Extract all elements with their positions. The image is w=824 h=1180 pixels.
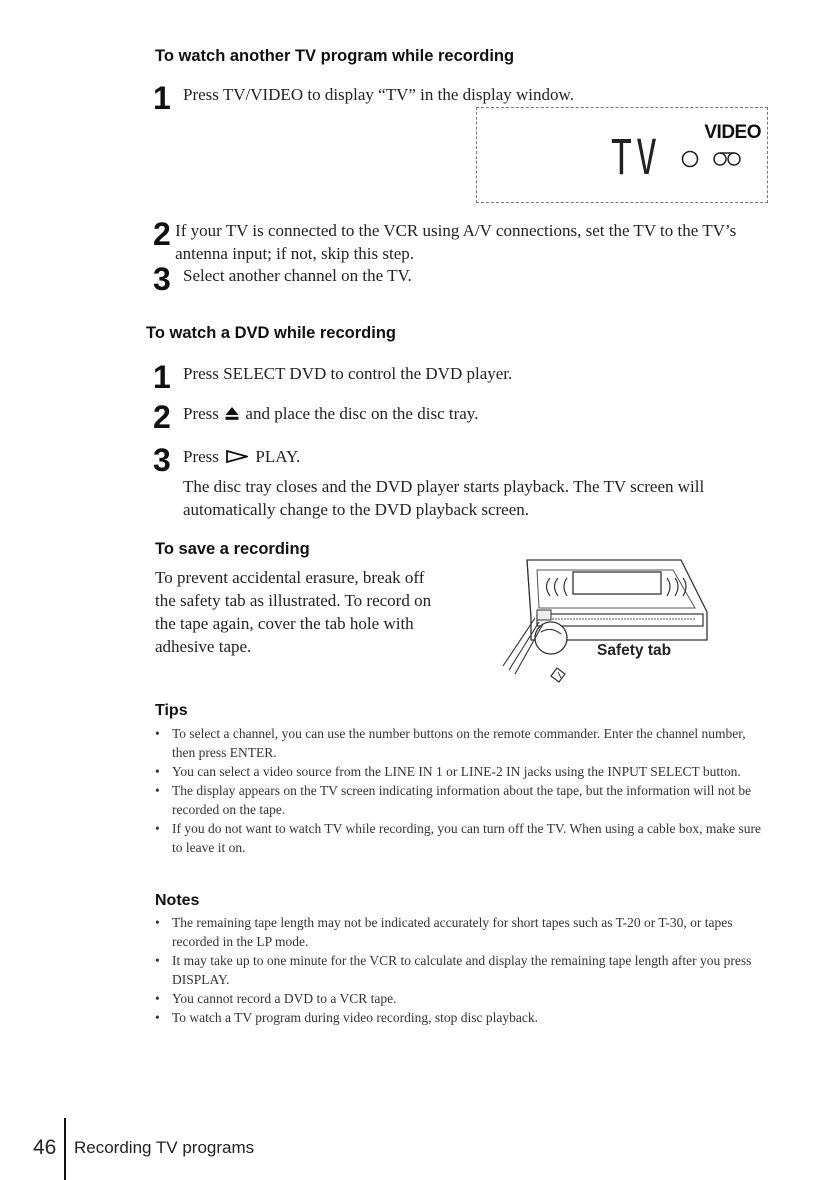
step-dvd-1: [153, 359, 768, 395]
list-item: • If you do not want to watch TV while recording, you can turn off the TV. When using a cable box, make sure to leave it on.: [155, 819, 767, 857]
step-number: 1: [153, 359, 171, 395]
eject-icon: [225, 407, 239, 420]
page-number: 46: [33, 1136, 57, 1159]
list-item: • You can select a video source from the LINE IN 1 or LINE-2 IN jacks using the INPUT SELECT button.: [155, 762, 767, 781]
heading-tips: Tips: [155, 702, 188, 719]
step-text: Press TV/VIDEO to display “TV” in the display window.: [183, 85, 574, 104]
step-dvd-3: [153, 442, 768, 478]
tips-list: [155, 724, 767, 857]
step-number: 3: [153, 261, 171, 297]
heading-watch-dvd: To watch a DVD while recording: [146, 324, 396, 342]
save-recording-text: To prevent accidental erasure, break off the safety tab as illustrated. To record on the tape again, cover the tab hole with adhesive tape.: [155, 568, 432, 656]
step-text: Press SELECT DVD to control the DVD player.: [183, 364, 513, 383]
heading-notes: Notes: [155, 892, 200, 909]
step-dvd-2: [153, 399, 768, 435]
display-window-illustration: [476, 107, 768, 203]
list-item: • To select a channel, you can use the number buttons on the remote commander. Enter the channel number, then press ENTER.: [155, 724, 767, 762]
video-indicator: VIDEO: [704, 122, 761, 143]
step-number: 3: [153, 442, 171, 478]
list-item: • The remaining tape length may not be indicated accurately for short tapes such as T-20 or T-30, or tapes recorded in the LP mode.: [155, 913, 767, 951]
safety-tab-label: Safety tab: [597, 642, 672, 659]
segment-display-tv: TV: [611, 130, 662, 186]
list-item: • The display appears on the TV screen indicating information about the tape, but the information will not be recorded on the tape.: [155, 781, 767, 819]
step-tv-3: [153, 261, 768, 297]
dvd-playback-note: The disc tray closes and the DVD player starts playback. The TV screen will automatically change to the DVD playback screen.: [183, 477, 705, 519]
step-text: If your TV is connected to the VCR using A/V connections, set the TV to the TV’s antenna input; if not, skip this step.: [175, 221, 737, 263]
step-number: 2: [153, 216, 171, 252]
heading-save-recording: To save a recording: [155, 540, 310, 558]
tape-cassette-icon: [677, 144, 757, 174]
heading-watch-tv: To watch another TV program while recording: [155, 47, 515, 65]
step-number: 1: [153, 80, 171, 116]
list-item: • You cannot record a DVD to a VCR tape.: [155, 989, 767, 1008]
footer-section-title: Recording TV programs: [74, 1138, 255, 1157]
list-item: • It may take up to one minute for the VCR to calculate and display the remaining tape length after you press DISPLAY.: [155, 951, 767, 989]
step-text: Press PLAY.: [183, 447, 301, 466]
footer-divider: [64, 1118, 66, 1180]
list-item: • To watch a TV program during video recording, stop disc playback.: [155, 1008, 767, 1027]
step-text: Select another channel on the TV.: [183, 266, 412, 285]
notes-list: [155, 913, 767, 1027]
step-number: 2: [153, 399, 171, 435]
step-text: Press and place the disc on the disc tray.: [183, 404, 479, 423]
videocassette-illustration: [495, 548, 715, 688]
step-tv-2: [153, 216, 768, 265]
play-icon: [226, 450, 248, 463]
